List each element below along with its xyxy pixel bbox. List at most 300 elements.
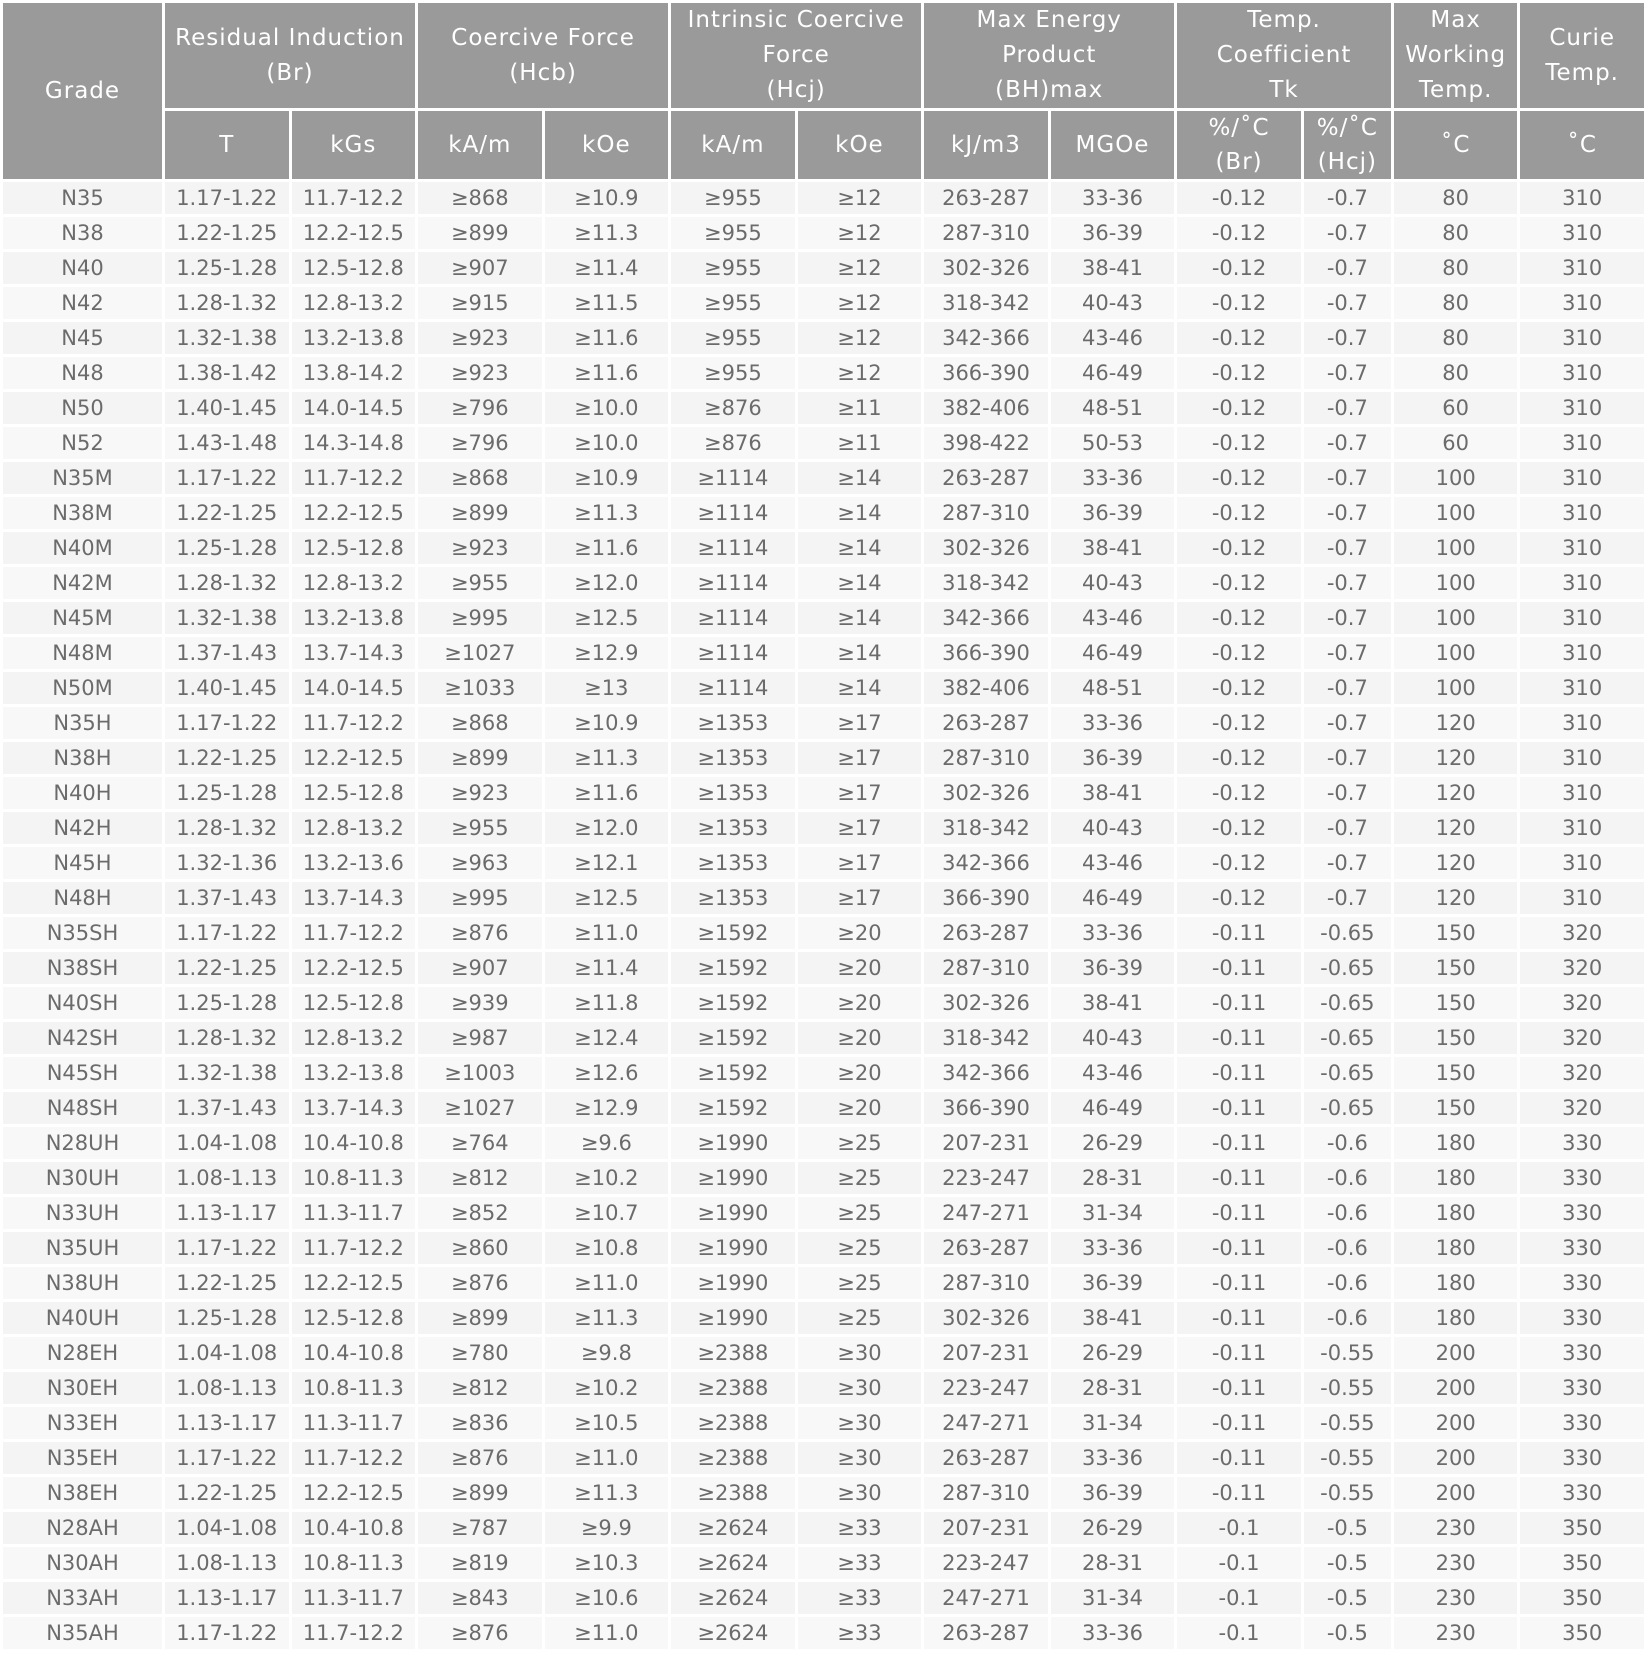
- table-cell: 1.43-1.48: [165, 427, 289, 459]
- header-line: Product: [1002, 42, 1097, 68]
- table-cell: ≥836: [418, 1407, 542, 1439]
- table-cell: 200: [1394, 1477, 1518, 1509]
- unit-header: [924, 111, 1048, 179]
- table-cell: ≥2624: [671, 1582, 795, 1614]
- table-cell: 310: [1520, 567, 1644, 599]
- table-row: [3, 1547, 1644, 1579]
- table-row: [3, 1267, 1644, 1299]
- table-row: [3, 252, 1644, 284]
- table-cell: 80: [1394, 217, 1518, 249]
- table-cell: ≥25: [798, 1197, 922, 1229]
- table-cell: ≥1990: [671, 1162, 795, 1194]
- unit-header: [1051, 111, 1175, 179]
- unit-line: MGOe: [1075, 131, 1150, 158]
- table-cell: ≥12.5: [545, 882, 669, 914]
- table-cell: 1.25-1.28: [165, 532, 289, 564]
- table-cell: 310: [1520, 707, 1644, 739]
- table-cell: -0.55: [1304, 1442, 1391, 1474]
- table-cell: 287-310: [924, 742, 1048, 774]
- table-cell: ≥25: [798, 1232, 922, 1264]
- table-cell: ≥12.0: [545, 812, 669, 844]
- table-cell: ≥10.2: [545, 1162, 669, 1194]
- table-cell: 1.25-1.28: [165, 777, 289, 809]
- table-cell: 366-390: [924, 357, 1048, 389]
- header-line: Temp.: [1545, 59, 1619, 86]
- table-row: [3, 847, 1644, 879]
- table-cell: ≥819: [418, 1547, 542, 1579]
- table-cell: 120: [1394, 777, 1518, 809]
- grade-cell: N28EH: [3, 1337, 162, 1369]
- unit-line: ˚C: [1567, 131, 1597, 158]
- table-row: [3, 777, 1644, 809]
- grade-cell: N33UH: [3, 1197, 162, 1229]
- table-cell: 100: [1394, 567, 1518, 599]
- grade-cell: N45H: [3, 847, 162, 879]
- table-cell: 310: [1520, 392, 1644, 424]
- unit-line: kOe: [582, 131, 631, 158]
- table-cell: 43-46: [1051, 1057, 1175, 1089]
- table-cell: -0.7: [1304, 462, 1391, 494]
- table-cell: 223-247: [924, 1162, 1048, 1194]
- table-cell: 12.2-12.5: [292, 1267, 416, 1299]
- table-row: [3, 462, 1644, 494]
- table-cell: 26-29: [1051, 1512, 1175, 1544]
- table-cell: -0.7: [1304, 637, 1391, 669]
- table-cell: 263-287: [924, 462, 1048, 494]
- table-cell: 1.13-1.17: [165, 1407, 289, 1439]
- table-cell: 287-310: [924, 217, 1048, 249]
- table-row: [3, 1407, 1644, 1439]
- table-cell: 150: [1394, 952, 1518, 984]
- table-cell: ≥17: [798, 882, 922, 914]
- table-cell: 180: [1394, 1127, 1518, 1159]
- table-cell: ≥764: [418, 1127, 542, 1159]
- table-cell: 230: [1394, 1582, 1518, 1614]
- table-cell: 330: [1520, 1372, 1644, 1404]
- table-cell: 310: [1520, 497, 1644, 529]
- table-cell: 40-43: [1051, 1022, 1175, 1054]
- table-cell: ≥1990: [671, 1232, 795, 1264]
- table-cell: 40-43: [1051, 812, 1175, 844]
- table-cell: -0.12: [1177, 637, 1301, 669]
- table-cell: 12.2-12.5: [292, 217, 416, 249]
- header-line: (Hcb): [509, 59, 577, 86]
- table-cell: ≥907: [418, 252, 542, 284]
- table-row: [3, 532, 1644, 564]
- table-cell: 11.3-11.7: [292, 1407, 416, 1439]
- table-cell: -0.7: [1304, 742, 1391, 774]
- table-cell: 33-36: [1051, 182, 1175, 214]
- table-cell: 150: [1394, 987, 1518, 1019]
- table-cell: ≥1592: [671, 917, 795, 949]
- table-cell: ≥780: [418, 1337, 542, 1369]
- table-cell: 80: [1394, 252, 1518, 284]
- table-cell: ≥987: [418, 1022, 542, 1054]
- table-cell: -0.12: [1177, 532, 1301, 564]
- table-cell: 180: [1394, 1197, 1518, 1229]
- table-cell: -0.65: [1304, 987, 1391, 1019]
- table-cell: 33-36: [1051, 462, 1175, 494]
- table-cell: 120: [1394, 847, 1518, 879]
- table-cell: -0.11: [1177, 987, 1301, 1019]
- table-cell: ≥11.8: [545, 987, 669, 1019]
- table-cell: ≥11.3: [545, 217, 669, 249]
- table-cell: 46-49: [1051, 882, 1175, 914]
- table-cell: 1.28-1.32: [165, 287, 289, 319]
- header-unit-row: [3, 111, 1644, 179]
- table-cell: -0.11: [1177, 1337, 1301, 1369]
- table-cell: ≥1990: [671, 1302, 795, 1334]
- table-cell: -0.7: [1304, 847, 1391, 879]
- table-cell: 350: [1520, 1547, 1644, 1579]
- table-cell: -0.11: [1177, 1302, 1301, 1334]
- table-cell: -0.7: [1304, 532, 1391, 564]
- table-cell: ≥11.3: [545, 1477, 669, 1509]
- table-cell: 263-287: [924, 1442, 1048, 1474]
- table-cell: -0.6: [1304, 1162, 1391, 1194]
- table-cell: ≥11.4: [545, 252, 669, 284]
- table-cell: -0.7: [1304, 427, 1391, 459]
- unit-header: [1394, 111, 1518, 179]
- table-cell: 120: [1394, 812, 1518, 844]
- table-cell: ≥1592: [671, 1022, 795, 1054]
- table-cell: 302-326: [924, 1302, 1048, 1334]
- table-cell: -0.5: [1304, 1617, 1391, 1649]
- table-cell: ≥876: [671, 392, 795, 424]
- table-cell: ≥868: [418, 182, 542, 214]
- table-cell: 342-366: [924, 602, 1048, 634]
- grade-cell: N33EH: [3, 1407, 162, 1439]
- table-cell: ≥10.6: [545, 1582, 669, 1614]
- table-cell: 1.25-1.28: [165, 1302, 289, 1334]
- table-cell: -0.7: [1304, 217, 1391, 249]
- table-row: [3, 392, 1644, 424]
- table-cell: 36-39: [1051, 1477, 1175, 1509]
- table-cell: ≥20: [798, 917, 922, 949]
- table-cell: 12.2-12.5: [292, 952, 416, 984]
- table-row: [3, 567, 1644, 599]
- table-cell: 1.32-1.38: [165, 1057, 289, 1089]
- grade-cell: N40SH: [3, 987, 162, 1019]
- table-cell: ≥868: [418, 462, 542, 494]
- table-cell: -0.55: [1304, 1337, 1391, 1369]
- grade-cell: N42: [3, 287, 162, 319]
- table-cell: 80: [1394, 322, 1518, 354]
- table-cell: 247-271: [924, 1197, 1048, 1229]
- table-cell: ≥2624: [671, 1617, 795, 1649]
- table-cell: -0.12: [1177, 497, 1301, 529]
- table-cell: ≥899: [418, 1302, 542, 1334]
- table-cell: ≥955: [671, 357, 795, 389]
- table-cell: 1.17-1.22: [165, 182, 289, 214]
- table-cell: 330: [1520, 1232, 1644, 1264]
- table-cell: 12.8-13.2: [292, 812, 416, 844]
- grade-cell: N35: [3, 182, 162, 214]
- table-cell: ≥12: [798, 252, 922, 284]
- table-cell: ≥939: [418, 987, 542, 1019]
- unit-line: kGs: [330, 131, 377, 158]
- table-cell: -0.11: [1177, 1372, 1301, 1404]
- header-line: (BH)max: [995, 77, 1104, 103]
- table-row: [3, 987, 1644, 1019]
- table-cell: ≥33: [798, 1547, 922, 1579]
- table-cell: 310: [1520, 357, 1644, 389]
- unit-line: kA/m: [448, 131, 512, 158]
- table-cell: 48-51: [1051, 672, 1175, 704]
- table-cell: 287-310: [924, 497, 1048, 529]
- table-cell: 12.2-12.5: [292, 1477, 416, 1509]
- table-cell: 310: [1520, 252, 1644, 284]
- table-cell: ≥1114: [671, 462, 795, 494]
- table-cell: -0.6: [1304, 1127, 1391, 1159]
- table-cell: 310: [1520, 847, 1644, 879]
- unit-header: [798, 111, 922, 179]
- table-cell: 330: [1520, 1337, 1644, 1369]
- table-cell: 46-49: [1051, 357, 1175, 389]
- table-cell: 1.28-1.32: [165, 1022, 289, 1054]
- table-cell: -0.12: [1177, 742, 1301, 774]
- table-cell: 11.3-11.7: [292, 1582, 416, 1614]
- table-cell: 43-46: [1051, 602, 1175, 634]
- table-cell: 28-31: [1051, 1547, 1175, 1579]
- table-cell: 100: [1394, 532, 1518, 564]
- table-cell: 31-34: [1051, 1582, 1175, 1614]
- table-cell: 302-326: [924, 532, 1048, 564]
- grade-cell: N45: [3, 322, 162, 354]
- table-cell: ≥1990: [671, 1127, 795, 1159]
- table-cell: 150: [1394, 1022, 1518, 1054]
- table-cell: 200: [1394, 1337, 1518, 1369]
- grade-cell: N45M: [3, 602, 162, 634]
- table-cell: ≥899: [418, 217, 542, 249]
- table-row: [3, 1092, 1644, 1124]
- table-cell: 38-41: [1051, 532, 1175, 564]
- table-cell: 180: [1394, 1267, 1518, 1299]
- grade-cell: N28AH: [3, 1512, 162, 1544]
- temp-coefficient-header: [1177, 3, 1391, 108]
- table-cell: ≥899: [418, 497, 542, 529]
- table-cell: 1.17-1.22: [165, 1442, 289, 1474]
- table-cell: -0.12: [1177, 882, 1301, 914]
- table-cell: 230: [1394, 1512, 1518, 1544]
- table-cell: ≥1114: [671, 602, 795, 634]
- table-cell: 287-310: [924, 952, 1048, 984]
- table-cell: ≥10.9: [545, 182, 669, 214]
- table-cell: ≥11: [798, 392, 922, 424]
- table-cell: -0.7: [1304, 322, 1391, 354]
- table-row: [3, 287, 1644, 319]
- table-cell: 1.17-1.22: [165, 917, 289, 949]
- table-cell: 223-247: [924, 1372, 1048, 1404]
- table-cell: ≥12: [798, 182, 922, 214]
- table-cell: 33-36: [1051, 707, 1175, 739]
- table-cell: 1.22-1.25: [165, 497, 289, 529]
- unit-line: (Hcj): [1317, 149, 1377, 175]
- unit-line: T: [219, 131, 235, 158]
- table-cell: 13.2-13.8: [292, 1057, 416, 1089]
- table-cell: -0.11: [1177, 1197, 1301, 1229]
- table-row: [3, 1057, 1644, 1089]
- table-cell: -0.1: [1177, 1582, 1301, 1614]
- table-cell: ≥14: [798, 672, 922, 704]
- table-cell: -0.6: [1304, 1267, 1391, 1299]
- table-cell: -0.12: [1177, 392, 1301, 424]
- grade-cell: N35UH: [3, 1232, 162, 1264]
- table-cell: 80: [1394, 357, 1518, 389]
- unit-line: %/˚C: [1316, 115, 1378, 141]
- table-cell: ≥33: [798, 1512, 922, 1544]
- table-cell: 1.22-1.25: [165, 952, 289, 984]
- table-row: [3, 1372, 1644, 1404]
- table-cell: 1.04-1.08: [165, 1337, 289, 1369]
- table-cell: 13.2-13.6: [292, 847, 416, 879]
- table-cell: ≥12: [798, 357, 922, 389]
- table-row: [3, 707, 1644, 739]
- table-cell: ≥30: [798, 1477, 922, 1509]
- table-cell: -0.6: [1304, 1197, 1391, 1229]
- table-cell: ≥899: [418, 1477, 542, 1509]
- table-cell: ≥11.0: [545, 1267, 669, 1299]
- table-cell: ≥899: [418, 742, 542, 774]
- table-cell: -0.6: [1304, 1232, 1391, 1264]
- table-cell: 382-406: [924, 392, 1048, 424]
- table-cell: 1.08-1.13: [165, 1372, 289, 1404]
- table-cell: ≥868: [418, 707, 542, 739]
- table-cell: ≥11.6: [545, 357, 669, 389]
- table-row: [3, 217, 1644, 249]
- grade-cell: N48M: [3, 637, 162, 669]
- table-cell: 1.13-1.17: [165, 1582, 289, 1614]
- grade-cell: N50M: [3, 672, 162, 704]
- table-cell: 150: [1394, 1092, 1518, 1124]
- table-cell: 11.7-12.2: [292, 182, 416, 214]
- table-cell: 120: [1394, 882, 1518, 914]
- table-cell: 310: [1520, 427, 1644, 459]
- unit-header: [671, 111, 795, 179]
- table-cell: ≥876: [418, 1442, 542, 1474]
- table-cell: 14.3-14.8: [292, 427, 416, 459]
- table-cell: 1.40-1.45: [165, 392, 289, 424]
- table-cell: ≥923: [418, 357, 542, 389]
- table-cell: 1.22-1.25: [165, 742, 289, 774]
- table-cell: ≥1114: [671, 532, 795, 564]
- grade-cell: N38H: [3, 742, 162, 774]
- table-cell: 38-41: [1051, 252, 1175, 284]
- table-row: [3, 1477, 1644, 1509]
- table-cell: -0.7: [1304, 357, 1391, 389]
- table-cell: ≥915: [418, 287, 542, 319]
- table-cell: 11.7-12.2: [292, 1617, 416, 1649]
- table-row: [3, 427, 1644, 459]
- table-cell: ≥955: [671, 182, 795, 214]
- table-cell: ≥796: [418, 392, 542, 424]
- table-cell: 310: [1520, 532, 1644, 564]
- table-cell: ≥11.6: [545, 777, 669, 809]
- table-cell: ≥1353: [671, 847, 795, 879]
- table-row: [3, 1127, 1644, 1159]
- grade-cell: N42M: [3, 567, 162, 599]
- table-cell: 302-326: [924, 252, 1048, 284]
- header-group-row: [3, 3, 1644, 108]
- grade-cell: N28UH: [3, 1127, 162, 1159]
- table-cell: ≥1592: [671, 952, 795, 984]
- table-cell: ≥1990: [671, 1267, 795, 1299]
- table-cell: 330: [1520, 1162, 1644, 1194]
- table-cell: 287-310: [924, 1477, 1048, 1509]
- table-cell: ≥25: [798, 1267, 922, 1299]
- table-cell: ≥2388: [671, 1442, 795, 1474]
- table-cell: ≥2388: [671, 1372, 795, 1404]
- table-cell: ≥12.0: [545, 567, 669, 599]
- unit-line: ˚C: [1440, 131, 1471, 158]
- header-line: Intrinsic Coercive: [687, 7, 905, 33]
- table-cell: ≥1353: [671, 882, 795, 914]
- table-cell: 1.37-1.43: [165, 1092, 289, 1124]
- table-cell: ≥1353: [671, 812, 795, 844]
- table-cell: ≥2388: [671, 1477, 795, 1509]
- table-cell: ≥876: [671, 427, 795, 459]
- table-cell: -0.65: [1304, 1022, 1391, 1054]
- table-cell: -0.7: [1304, 602, 1391, 634]
- table-cell: 1.04-1.08: [165, 1127, 289, 1159]
- table-cell: -0.1: [1177, 1547, 1301, 1579]
- table-cell: -0.5: [1304, 1512, 1391, 1544]
- table-cell: 100: [1394, 637, 1518, 669]
- table-cell: 33-36: [1051, 1442, 1175, 1474]
- table-cell: 1.08-1.13: [165, 1162, 289, 1194]
- table-cell: 342-366: [924, 1057, 1048, 1089]
- table-cell: ≥852: [418, 1197, 542, 1229]
- table-cell: ≥14: [798, 637, 922, 669]
- table-cell: ≥1592: [671, 987, 795, 1019]
- table-cell: 320: [1520, 1092, 1644, 1124]
- table-cell: 200: [1394, 1372, 1518, 1404]
- table-row: [3, 742, 1644, 774]
- table-cell: ≥955: [671, 217, 795, 249]
- grade-cell: N35EH: [3, 1442, 162, 1474]
- table-cell: 31-34: [1051, 1407, 1175, 1439]
- table-cell: 263-287: [924, 1232, 1048, 1264]
- table-cell: 120: [1394, 707, 1518, 739]
- table-row: [3, 1162, 1644, 1194]
- table-cell: 330: [1520, 1477, 1644, 1509]
- grade-cell: N45SH: [3, 1057, 162, 1089]
- table-cell: ≥2388: [671, 1407, 795, 1439]
- table-cell: 200: [1394, 1442, 1518, 1474]
- table-cell: 13.8-14.2: [292, 357, 416, 389]
- table-cell: ≥1114: [671, 637, 795, 669]
- table-cell: 310: [1520, 182, 1644, 214]
- table-cell: ≥11.3: [545, 1302, 669, 1334]
- header-line: Max: [1430, 7, 1481, 33]
- table-cell: 36-39: [1051, 497, 1175, 529]
- residual-induction-header: [165, 3, 415, 108]
- table-row: [3, 882, 1644, 914]
- table-cell: 1.17-1.22: [165, 707, 289, 739]
- table-cell: ≥12: [798, 322, 922, 354]
- grade-cell: N48SH: [3, 1092, 162, 1124]
- grade-cell: N30UH: [3, 1162, 162, 1194]
- table-cell: -0.65: [1304, 917, 1391, 949]
- grade-cell: N38M: [3, 497, 162, 529]
- unit-line: kA/m: [701, 131, 765, 158]
- table-cell: ≥812: [418, 1162, 542, 1194]
- table-row: [3, 672, 1644, 704]
- table-cell: 1.17-1.22: [165, 1617, 289, 1649]
- table-cell: ≥843: [418, 1582, 542, 1614]
- table-cell: 320: [1520, 952, 1644, 984]
- header-line: (Hcj): [766, 77, 826, 103]
